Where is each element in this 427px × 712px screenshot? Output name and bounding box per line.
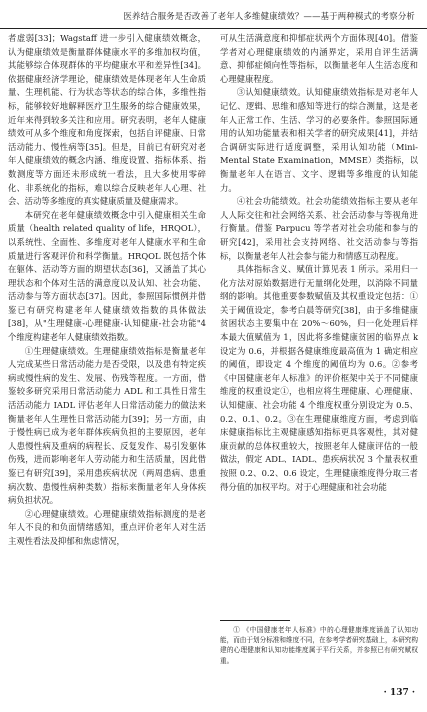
- paragraph: ③认知健康绩效。认知健康绩效指标是对老年人记忆、逻辑、思维和感知等进行的综合测量，这是老年人正常工作、生活、学习的必要条件。参照国际通用的认知功能量表和相关学者的研究成果[41]，并结合调研实际进行适度调整，采用认知功能（Mini-Mental State Examination，MMSE）类指标，以衡量老年人在语言、文字、逻辑等多维度的认知能力。: [220, 87, 418, 193]
- paragraph: ②心理健康绩效。心理健康绩效指标测度的是老年人不良的和负面情绪感知，重点评价老年人对生活主观性看法及抑郁和焦虑情况，: [8, 508, 206, 546]
- header-title: 医养结合服务是否改善了老年人多维健康绩效？——基于两种模式的考察分析: [123, 11, 415, 21]
- paragraph: 具体指标含义、赋值计算见表 1 所示。采用归一化方法对原始数据进行无量纲化处理，以消除不同量纲的影响。其他重要参数赋值及其权重设定包括：①关于阈值设定，参考白晨等研究[38]，由于多维健康贫困状态主要集中在 20%～60%，归一化处理后样本最大值赋值为 1，因此将多维健康贫困的临界点 k 设定为 0.6，并根据各健康维度最高值为 1 确定相应的阈值，即设定 4 个维度的阈值均为 0.6。②参考《中国健康老年人标准》的评价框架中关于不同健康维度的权重设定①，也相应将生理健康、心理健康、认知健康、社会功能 4 个维度权重分别设定为 0.5、0.2、0.1、0.2。③在生理健康维度方面，考虑到临床健康指标比主观健康感知指标更具客观性，其对健康贡献的总体权重较大，按照老年人健康评估的一般做法，假定 ADL、IADL、患疾病状况 3 个量表权重按照 0.2、0.2、0.6 设定，生理健康维度得分取三者得分值的加权平均。对于心理健康和社会功能: [220, 264, 418, 492]
- footnote-separator: [220, 620, 290, 621]
- paragraph: ①生理健康绩效。生理健康绩效指标是衡量老年人完成某些日常活动能力是否受限，以及患有特定疾病或慢性病的发生、发展、伤残等程度。一方面，借鉴较多研究采用日常活动能力 ADL 和工具性日常生活活动能力 IADL 评估老年人日常活动能力的做法来衡量老年人生理性日常活动能力[39]；另一方面，由于慢性病已成为老年群体疾病负担的主要原因，老年人患慢性病及重病的病程长、反复发作、易引发躯体伤残，进而影响老年人劳动能力和生活质量，因此借鉴已有研究[39]，采用患疾病状况（两周患病、患重病次数、患慢性病种类数）指标来衡量老年人身体疾病负担状况。: [8, 345, 206, 506]
- paragraph: 可从生活满意度和抑郁症状两个方面体现[40]。借鉴学者对心理健康绩效的内涵界定，采用自评生活满意、抑郁症倾向性等指标，以衡量老年人生活态度和心理健康程度。: [220, 33, 418, 84]
- paragraph: 本研究在老年健康绩效概念中引入健康相关生命质量（health related quality of life，HRQOL），以系统性、全面性、多维度对老年人健康水平和生命质量进行客观评价和科学衡量。HRQOL 既包括个体在躯体、活动等方面的期望状态[36]，又涵盖了其心理状态和个体对生活的满意度以及认知、社会功能、活动参与等方面状态[37]。因此，参照国际惯例并借鉴已有研究构建老年人健康绩效指数的具体做法[38]，从"生理健康-心理健康-认知健康-社会功能"4 个维度构建老年人健康绩效指数。: [8, 209, 206, 343]
- paragraph: 者虚弱[33]；Wagstaff 进一步引入健康绩效概念，认为健康绩效是衡量群体健康水平的多维加权均值，其能够综合体现群体的平均健康水平和差异性[34]。依据健康经济学理论，健康绩效是体现老年人生命质量、生理机能、行为状态等状态的综合体，多维性指标，能够较好地解释医疗卫生服务的综合健康效果，近年来得到较多关注和应用。研究表明，老年人健康绩效可从多个维度和角度探索，包括自评健康、日常活动能力、慢性病等[35]。但是，目前已有研究对老年人健康绩效的概念内涵、维度设置、指标体系、指数测度等方面还未形成统一看法，且大多使用零碎化、非系统化的指标，难以综合反映老年人心理、社会、活动等多维度的真实健康质量及健康需求。: [8, 33, 206, 207]
- running-header: [0, 6, 427, 29]
- page-number: · 137 ·: [383, 688, 415, 698]
- left-column: [8, 32, 206, 549]
- footnote: [220, 625, 418, 666]
- right-column: [220, 32, 418, 494]
- paragraph: ④社会功能绩效。社会功能绩效指标主要从老年人人际交往和社会网络关系、社会活动参与等视角进行衡量。借鉴 Parpucu 等学者对社会功能和参与的研究[42]，采用社会支持网络、社交活动参与等指标，以衡量老年人社会参与能力和情感互动程度。: [220, 196, 418, 261]
- footnote-text: ① 《中国健康老年人标准》中的心理健康维度涵盖了认知功能，而由于划分标准和维度不同，在参考学者研究基础上，本研究构建的心理健康和认知功能维度属于平行关系，并参照已有研究赋权重。: [220, 626, 418, 665]
